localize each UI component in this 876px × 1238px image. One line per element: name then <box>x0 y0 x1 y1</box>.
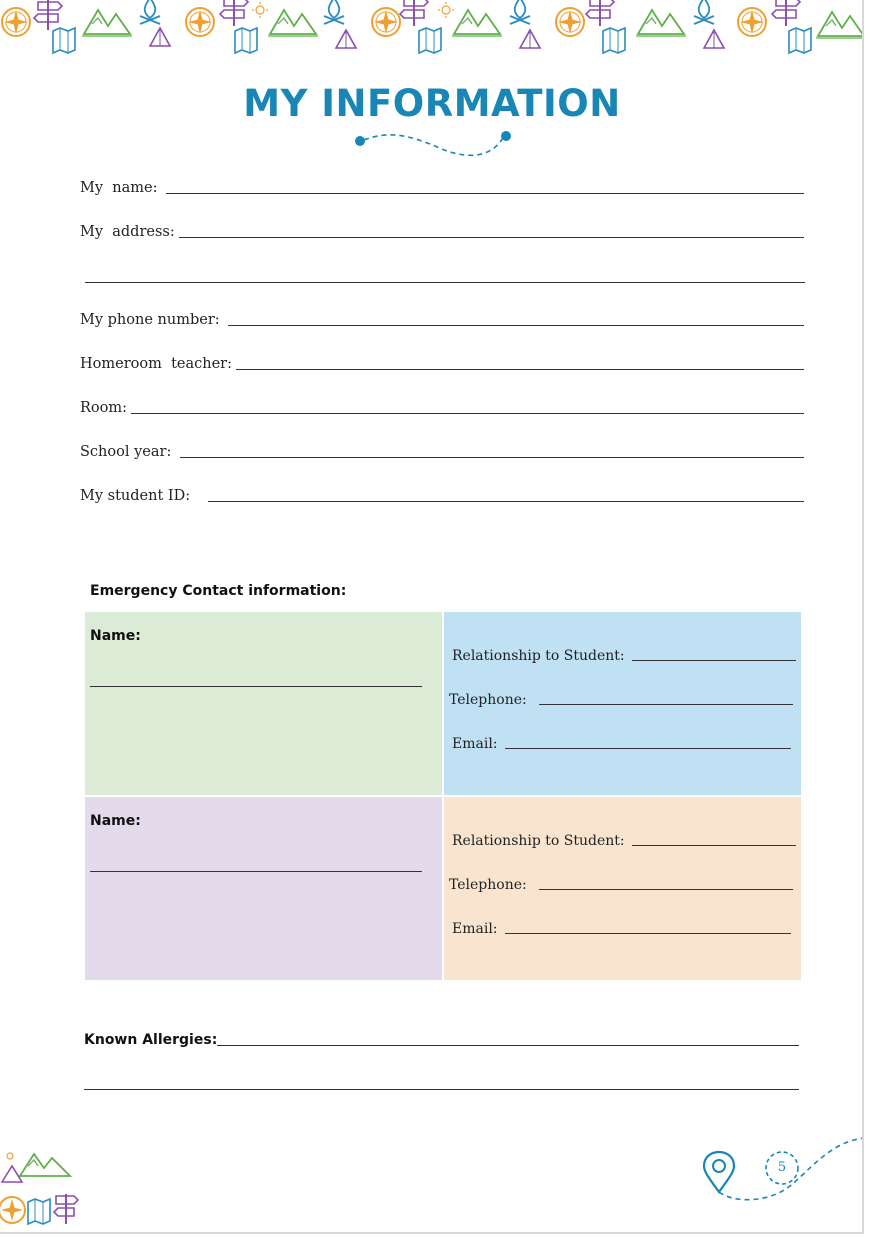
student-id-field[interactable] <box>80 484 804 506</box>
map-icon <box>53 28 75 53</box>
contact-2-relationship-label: Relationship to Student: <box>452 833 630 849</box>
mountains-icon <box>636 10 686 36</box>
known-allergies-second-line[interactable] <box>84 1089 799 1090</box>
signpost-icon <box>220 0 248 26</box>
contact-2-telephone-line[interactable] <box>539 889 793 890</box>
map-icon <box>28 1199 50 1224</box>
compass-icon <box>2 8 30 36</box>
homeroom-teacher-field[interactable] <box>80 352 804 374</box>
homeroom-teacher-line[interactable] <box>236 368 804 370</box>
campfire-icon <box>694 0 714 24</box>
mountains-icon <box>82 10 132 36</box>
room-field[interactable] <box>80 396 804 418</box>
contact-2-relationship-line[interactable] <box>632 845 796 846</box>
address-field-line[interactable] <box>179 236 804 238</box>
map-icon <box>419 28 441 53</box>
student-id-line[interactable] <box>208 500 804 502</box>
mountains-icon <box>268 10 318 36</box>
contact-1-telephone-label: Telephone: <box>449 692 536 708</box>
tent-icon <box>336 30 356 48</box>
contact-1-name-label: Name: <box>90 628 141 644</box>
mountains-icon <box>20 1154 70 1176</box>
contact-1-telephone-field[interactable] <box>449 692 793 708</box>
compass-icon <box>186 8 214 36</box>
phone-field[interactable] <box>80 308 804 330</box>
contact-2-email-field[interactable] <box>452 921 791 937</box>
tent-icon <box>704 30 724 48</box>
compass-icon <box>738 8 766 36</box>
address-second-line[interactable] <box>85 282 805 283</box>
student-id-label: My student ID: <box>80 488 204 504</box>
contact-2-email-label: Email: <box>452 921 502 937</box>
address-field[interactable] <box>80 220 804 242</box>
sun-icon <box>252 2 268 18</box>
phone-field-line[interactable] <box>228 324 804 326</box>
contact-1-email-field[interactable] <box>452 736 791 752</box>
campfire-icon <box>140 0 160 24</box>
tent-icon <box>2 1166 22 1182</box>
school-year-field[interactable] <box>80 440 804 462</box>
school-year-line[interactable] <box>180 456 804 458</box>
map-icon <box>235 28 257 53</box>
known-allergies-line[interactable] <box>217 1045 799 1046</box>
map-icon <box>603 28 625 53</box>
bottom-left-decoration <box>0 1148 90 1234</box>
compass-icon <box>556 8 584 36</box>
signpost-icon <box>586 0 614 26</box>
signpost-icon <box>772 0 800 26</box>
campfire-icon <box>324 0 344 24</box>
contact-2-telephone-label: Telephone: <box>449 877 536 893</box>
location-pin-icon <box>704 1152 734 1192</box>
sun-icon <box>438 2 454 18</box>
title-squiggle-decoration <box>350 126 520 168</box>
contact-1-telephone-line[interactable] <box>539 704 793 705</box>
room-field-line[interactable] <box>131 412 804 414</box>
map-icon <box>789 28 811 53</box>
compass-icon <box>372 8 400 36</box>
signpost-icon <box>54 1194 78 1224</box>
contact-2-name-cell <box>85 797 442 980</box>
homeroom-teacher-label: Homeroom teacher: <box>80 356 232 372</box>
contact-1-relationship-label: Relationship to Student: <box>452 648 630 664</box>
contact-2-relationship-field[interactable] <box>452 833 796 849</box>
name-field-line[interactable] <box>166 192 804 194</box>
tent-icon <box>520 30 540 48</box>
known-allergies-field[interactable] <box>84 1028 799 1050</box>
compass-icon <box>0 1197 25 1223</box>
name-field[interactable] <box>80 176 804 198</box>
known-allergies-label: Known Allergies: <box>84 1032 218 1048</box>
contact-1-name-cell <box>85 612 442 795</box>
emergency-contact-heading: Emergency Contact information: <box>90 583 347 599</box>
contact-2-name-label: Name: <box>90 813 141 829</box>
contact-2-details-cell <box>444 797 801 980</box>
name-field-label: My name: <box>80 180 163 196</box>
contact-1-details-cell <box>444 612 801 795</box>
emergency-contact-grid <box>85 612 801 980</box>
contact-2-telephone-field[interactable] <box>449 877 793 893</box>
tent-icon <box>150 28 170 46</box>
contact-1-email-label: Email: <box>452 736 502 752</box>
campfire-icon <box>510 0 530 24</box>
contact-2-email-line[interactable] <box>505 933 791 934</box>
school-year-label: School year: <box>80 444 176 460</box>
address-field-label: My address: <box>80 224 175 240</box>
page-number: 5 <box>777 1160 787 1175</box>
contact-2-name-line[interactable] <box>90 871 422 872</box>
contact-1-relationship-field[interactable] <box>452 648 796 664</box>
mountains-icon <box>452 10 502 36</box>
mountains-icon <box>816 12 864 38</box>
sun-icon <box>7 1153 13 1159</box>
phone-field-label: My phone number: <box>80 312 225 328</box>
contact-1-name-line[interactable] <box>90 686 422 687</box>
contact-1-email-line[interactable] <box>505 748 791 749</box>
signpost-icon <box>400 0 428 26</box>
room-field-label: Room: <box>80 400 128 416</box>
page-title: MY INFORMATION <box>243 82 621 125</box>
signpost-icon <box>34 0 62 30</box>
top-decorative-border <box>0 0 864 56</box>
contact-1-relationship-line[interactable] <box>632 660 796 661</box>
